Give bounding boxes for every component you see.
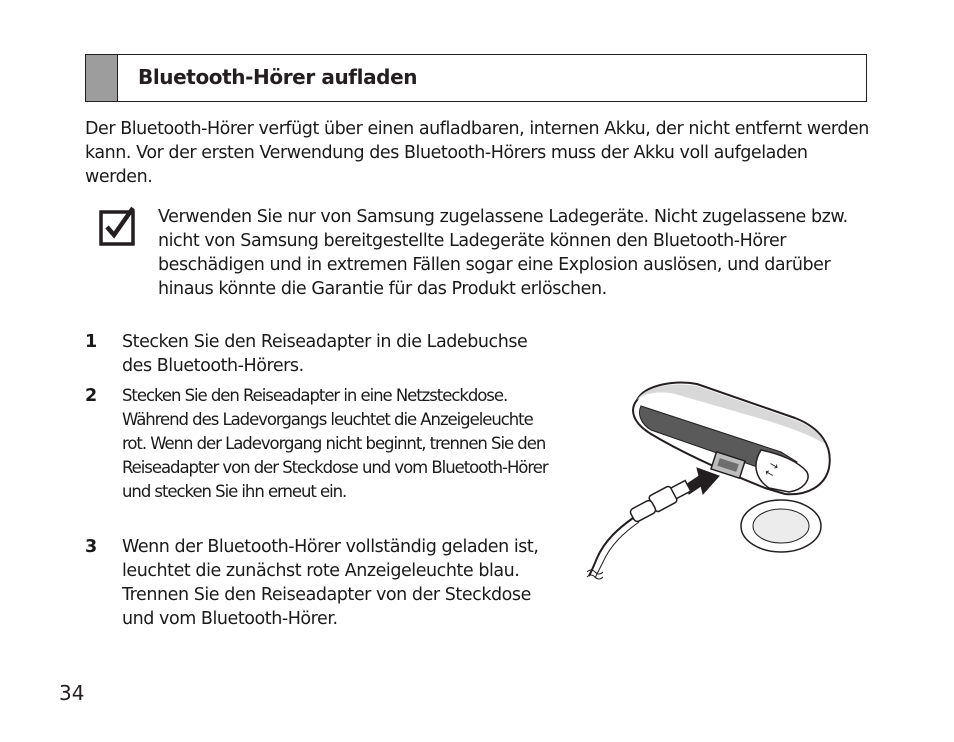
step-text: Wenn der Bluetooth-Hörer vollständig geladen ist, leuchtet die zunächst rote Anzeigeleuchte blau. Trennen Sie den Reiseadapter von der Steckdose und vom Bluetooth-Hörer. (122, 537, 539, 629)
step-text: Stecken Sie den Reiseadapter in die Ladebuchse des Bluetooth-Hörers. (122, 332, 528, 376)
note-text: Verwenden Sie nur von Samsung zugelassene Ladegeräte. Nicht zugelassene bzw. nicht von Samsung bereitgestellte Ladegeräte können den Bluetooth-Hörer beschädigen und in extremen Fällen sogar eine Explosion auslösen, und darüber hinaus könnte die Garantie für das Produkt erlöschen. (158, 207, 848, 299)
step-number: 3 (85, 537, 98, 557)
step-text: Stecken Sie den Reiseadapter in eine Netzsteckdose. Während des Ladevorgangs leuchtet die Anzeigeleuchte rot. Wenn der Ladevorgang nicht beginnt, trennen Sie den Reiseadapter von der Steckdose und vom Bluetooth-Hörer und stecken Sie ihn erneut ein. (122, 386, 548, 501)
page-number: 34 (59, 681, 85, 705)
svg-text:↑↓: ↑↓ (761, 458, 783, 481)
checkbox-check-icon (99, 205, 139, 247)
bluetooth-headset-charging-illustration (585, 376, 835, 586)
intro-paragraph: Der Bluetooth-Hörer verfügt über einen aufladbaren, internen Akku, der nicht entfernt werden kann. Vor der ersten Verwendung des Bluetooth-Hörers muss der Akku voll aufgeladen werden. (85, 119, 869, 187)
section-title: Bluetooth-Hörer aufladen (138, 65, 418, 89)
section-heading (85, 54, 867, 102)
step-number: 1 (85, 332, 98, 352)
heading-tab-marker (86, 55, 118, 101)
step-number: 2 (85, 386, 98, 406)
